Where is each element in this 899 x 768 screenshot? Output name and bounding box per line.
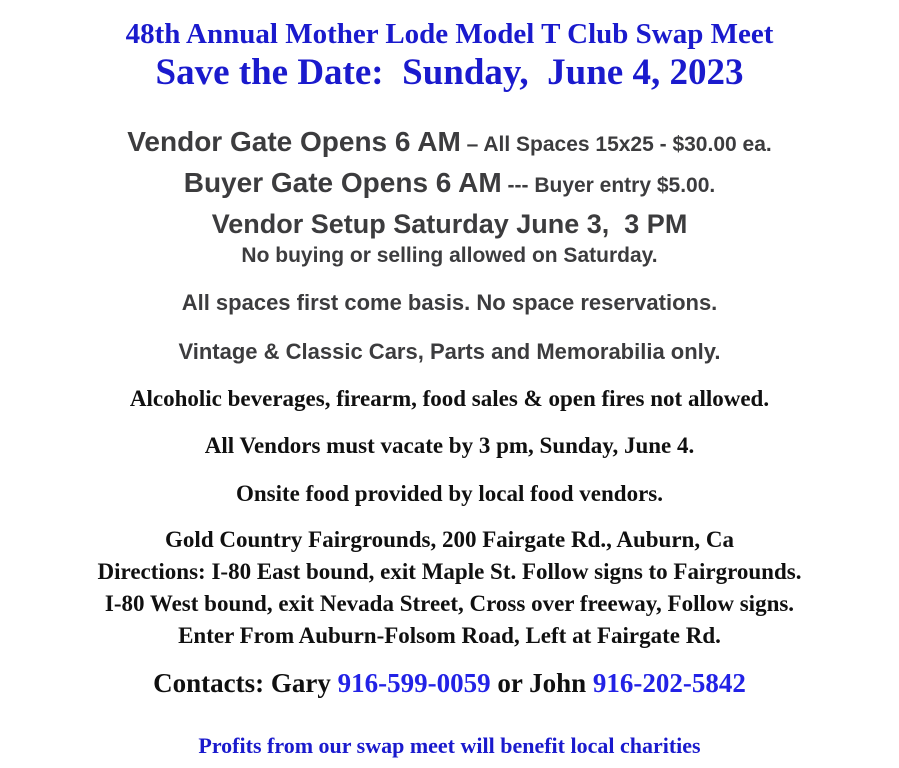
notice-not-allowed: Alcoholic beverages, firearm, food sales & open fires not allowed. <box>129 386 770 411</box>
location-directions-block <box>0 524 899 652</box>
buyer-gate-line <box>0 165 899 206</box>
vendor-gate-detail: – All Spaces 15x25 - $30.00 ea. <box>460 133 772 156</box>
save-the-date-line: Save the Date: Sunday, June 4, 2023 <box>155 52 744 93</box>
vendor-gate-line <box>0 124 899 165</box>
notice-onsite-food: Onsite food provided by local food vendors. <box>235 481 664 506</box>
vendor-gate-main: Vendor Gate Opens 6 AM <box>127 126 461 157</box>
notice-vintage-only: Vintage & Classic Cars, Parts and Memorabilia only. <box>178 339 721 364</box>
buyer-gate-main: Buyer Gate Opens 6 AM <box>183 167 502 198</box>
charity-footer: Profits from our swap meet will benefit local charities <box>198 733 701 758</box>
notice-vacate: All Vendors must vacate by 3 pm, Sunday, June 4. <box>204 433 695 458</box>
notice-first-come: All spaces first come basis. No space reservations. <box>181 290 718 315</box>
contacts-line <box>0 666 899 700</box>
contacts-middle: or John <box>490 668 593 698</box>
flyer-title: 48th Annual Mother Lode Model T Club Swap Meet <box>125 18 774 50</box>
directions-westbound: I-80 West bound, exit Nevada Street, Cross over freeway, Follow signs. <box>104 591 795 616</box>
directions-eastbound: Directions: I-80 East bound, exit Maple St. Follow signs to Fairgrounds. <box>97 559 802 584</box>
contact-phone-john: 916-202-5842 <box>592 668 746 698</box>
directions-enter-from: Enter From Auburn-Folsom Road, Left at Fairgate Rd. <box>178 623 721 648</box>
contacts-prefix: Contacts: Gary <box>153 668 338 698</box>
saturday-note: No buying or selling allowed on Saturday. <box>241 244 658 267</box>
contact-phone-gary: 916-599-0059 <box>337 668 491 698</box>
location-address: Gold Country Fairgrounds, 200 Fairgate Rd., Auburn, Ca <box>165 527 734 552</box>
buyer-gate-detail: --- Buyer entry $5.00. <box>501 174 716 197</box>
vendor-setup-line: Vendor Setup Saturday June 3, 3 PM <box>211 209 688 239</box>
